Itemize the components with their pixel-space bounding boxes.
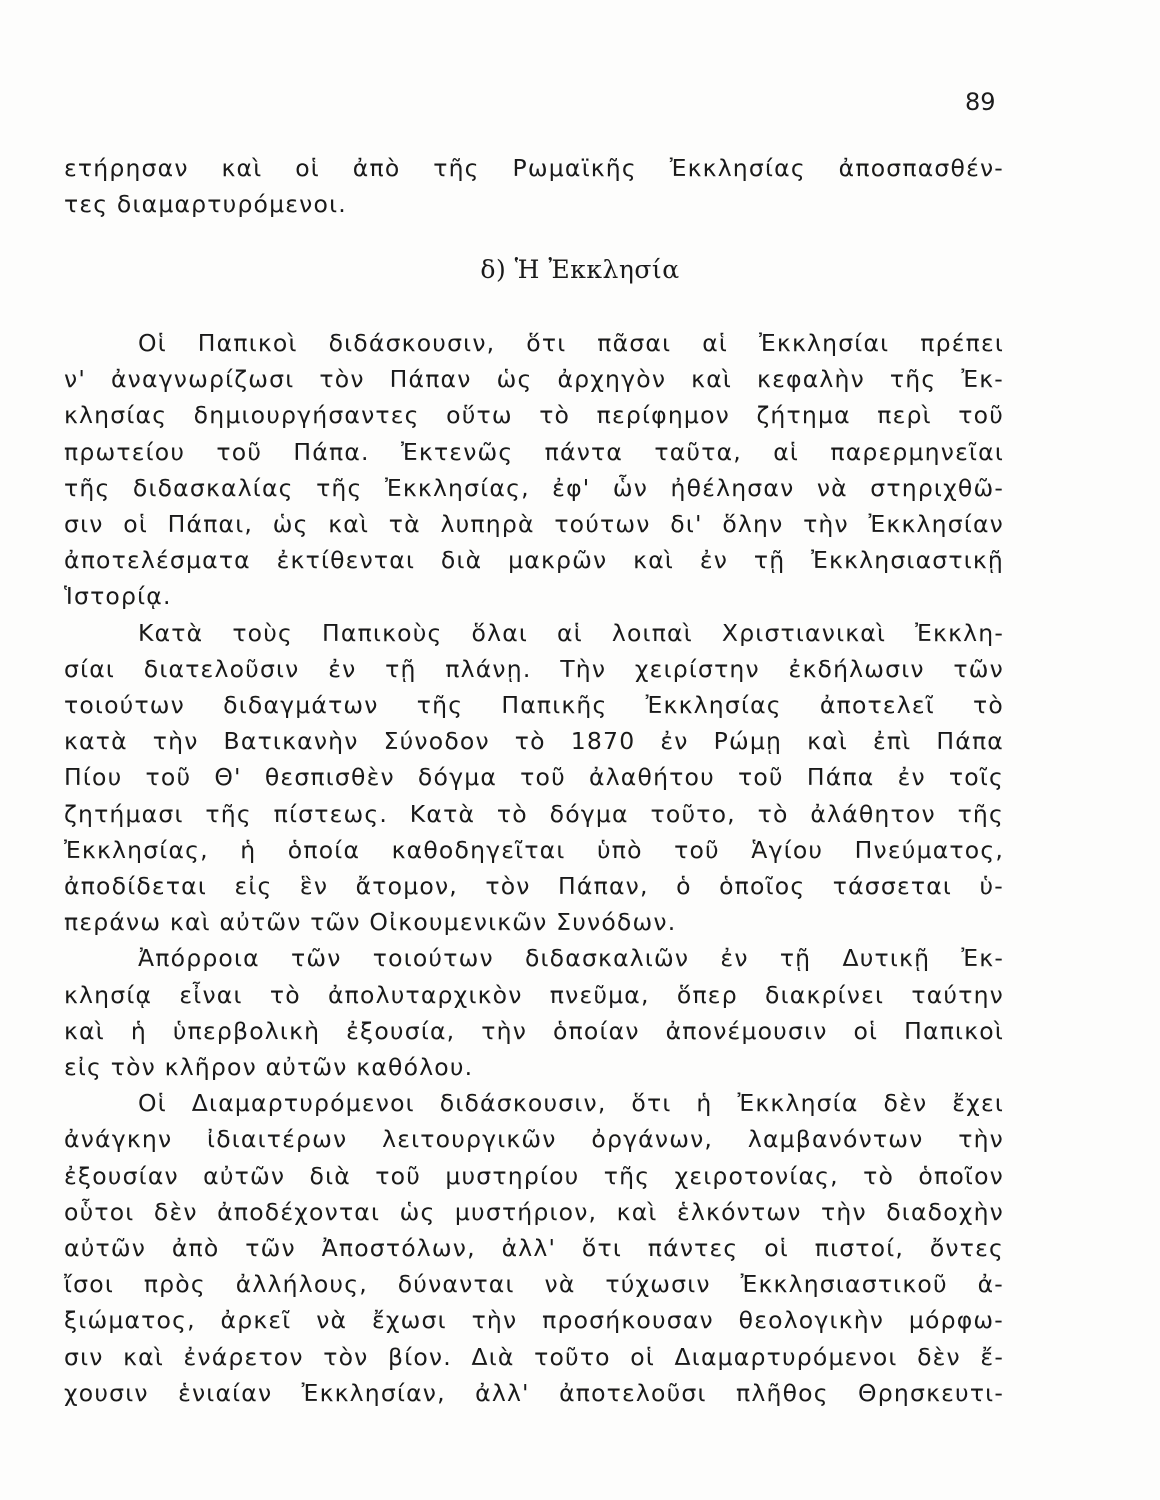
section-heading: δ) Ἡ Ἐκκλησία: [480, 255, 680, 284]
page-number: 89: [965, 88, 996, 116]
text-line: Οἱ Διαμαρτυρόμενοι διδάσκουσιν, ὅτι ἡ Ἐκκλησία δὲν ἔχει: [138, 1089, 1004, 1118]
text-line: τες διαμαρτυρόμενοι.: [64, 190, 347, 219]
text-line: ἴσοι πρὸς ἀλλήλους, δύνανται νὰ τύχωσιν Ἐκκλησιαστικοῦ ἀ-: [64, 1270, 1004, 1299]
text-line: αὐτῶν ἀπὸ τῶν Ἀποστόλων, ἀλλ' ὅτι πάντες οἱ πιστοί, ὄντες: [64, 1234, 1004, 1263]
continued-paragraph: [64, 150, 1004, 222]
text-line: ζητήμασι τῆς πίστεως. Κατὰ τὸ δόγμα τοῦτο, τὸ ἀλάθητον τῆς: [64, 799, 1004, 828]
text-line: Πίου τοῦ Θ' θεσπισθὲν δόγμα τοῦ ἀλαθήτου τοῦ Πάπα ἐν τοῖς: [64, 763, 1004, 792]
text-line: ετήρησαν καὶ οἱ ἀπὸ τῆς Ρωμαϊκῆς Ἐκκλησίας ἀποσπασθέν-: [64, 154, 1004, 182]
body-text: [64, 325, 1004, 1411]
text-line: ξιώματος, ἀρκεῖ νὰ ἔχωσι τὴν προσήκουσαν θεολογικὴν μόρφω-: [64, 1306, 1004, 1335]
text-line: Ἐκκλησίας, ἡ ὁποία καθοδηγεῖται ὑπὸ τοῦ Ἁγίου Πνεύματος,: [64, 835, 1004, 864]
text-line: ἐξουσίαν αὐτῶν διὰ τοῦ μυστηρίου τῆς χειροτονίας, τὸ ὁποῖον: [64, 1161, 1004, 1190]
text-line: κατὰ τὴν Βατικανὴν Σύνοδον τὸ 1870 ἐν Ρώμῃ καὶ ἐπὶ Πάπα: [64, 727, 1004, 756]
paragraph: [64, 1085, 1004, 1411]
text-line: ἀποδίδεται εἰς ἓν ἄτομον, τὸν Πάπαν, ὁ ὁποῖος τάσσεται ὑ-: [64, 872, 1004, 901]
text-line: τῆς διδασκαλίας τῆς Ἐκκλησίας, ἐφ' ὧν ἠθέλησαν νὰ στηριχθῶ-: [64, 473, 1004, 502]
text-line: σιν οἱ Πάπαι, ὡς καὶ τὰ λυπηρὰ τούτων δι' ὅλην τὴν Ἐκκλησίαν: [64, 510, 1004, 539]
text-line: χουσιν ἑνιαίαν Ἐκκλησίαν, ἀλλ' ἀποτελοῦσι πλῆθος Θρησκευτι-: [64, 1378, 1004, 1407]
text-line: ἀποτελέσματα ἐκτίθενται διὰ μακρῶν καὶ ἐν τῇ Ἐκκλησιαστικῇ: [64, 546, 1004, 575]
text-line: κλησίας δημιουργήσαντες οὕτω τὸ περίφημον ζήτημα περὶ τοῦ: [64, 401, 1004, 430]
text-line: ν' ἀναγνωρίζωσι τὸν Πάπαν ὡς ἀρχηγὸν καὶ κεφαλὴν τῆς Ἐκ-: [64, 365, 1004, 394]
text-line: σιν καὶ ἐνάρετον τὸν βίον. Διὰ τοῦτο οἱ Διαμαρτυρόμενοι δὲν ἔ-: [64, 1342, 1004, 1371]
paragraph: [64, 940, 1004, 1085]
paragraph: [64, 325, 1004, 615]
text-line: κλησίᾳ εἶναι τὸ ἀπολυταρχικὸν πνεῦμα, ὅπερ διακρίνει ταύτην: [64, 980, 1004, 1009]
text-line: Κατὰ τοὺς Παπικοὺς ὅλαι αἱ λοιπαὶ Χριστιανικαὶ Ἐκκλη-: [138, 618, 1004, 647]
text-line: ἀνάγκην ἰδιαιτέρων λειτουργικῶν ὀργάνων, λαμβανόντων τὴν: [64, 1125, 1004, 1154]
text-line: Ἀπόρροια τῶν τοιούτων διδασκαλιῶν ἐν τῇ Δυτικῇ Ἐκ-: [138, 944, 1004, 973]
text-line: οὗτοι δὲν ἀποδέχονται ὡς μυστήριον, καὶ ἑλκόντων τὴν διαδοχὴν: [64, 1197, 1004, 1226]
text-line: περάνω καὶ αὐτῶν τῶν Οἰκουμενικῶν Συνόδων.: [64, 908, 677, 937]
text-line: Ἱστορίᾳ.: [64, 582, 172, 611]
text-line: τοιούτων διδαγμάτων τῆς Παπικῆς Ἐκκλησίας ἀποτελεῖ τὸ: [64, 691, 1004, 720]
text-line: καὶ ἡ ὑπερβολικὴ ἐξουσία, τὴν ὁποίαν ἀπονέμουσιν οἱ Παπικοὶ: [64, 1016, 1004, 1045]
text-line: σίαι διατελοῦσιν ἐν τῇ πλάνῃ. Τὴν χειρίστην ἐκδήλωσιν τῶν: [64, 654, 1004, 683]
text-line: Οἱ Παπικοὶ διδάσκουσιν, ὅτι πᾶσαι αἱ Ἐκκλησίαι πρέπει: [138, 329, 1004, 357]
paragraph: [64, 615, 1004, 941]
text-line: πρωτείου τοῦ Πάπα. Ἐκτενῶς πάντα ταῦτα, αἱ παρερμηνεῖαι: [64, 437, 1004, 466]
text-line: εἰς τὸν κλῆρον αὐτῶν καθόλου.: [64, 1053, 474, 1082]
